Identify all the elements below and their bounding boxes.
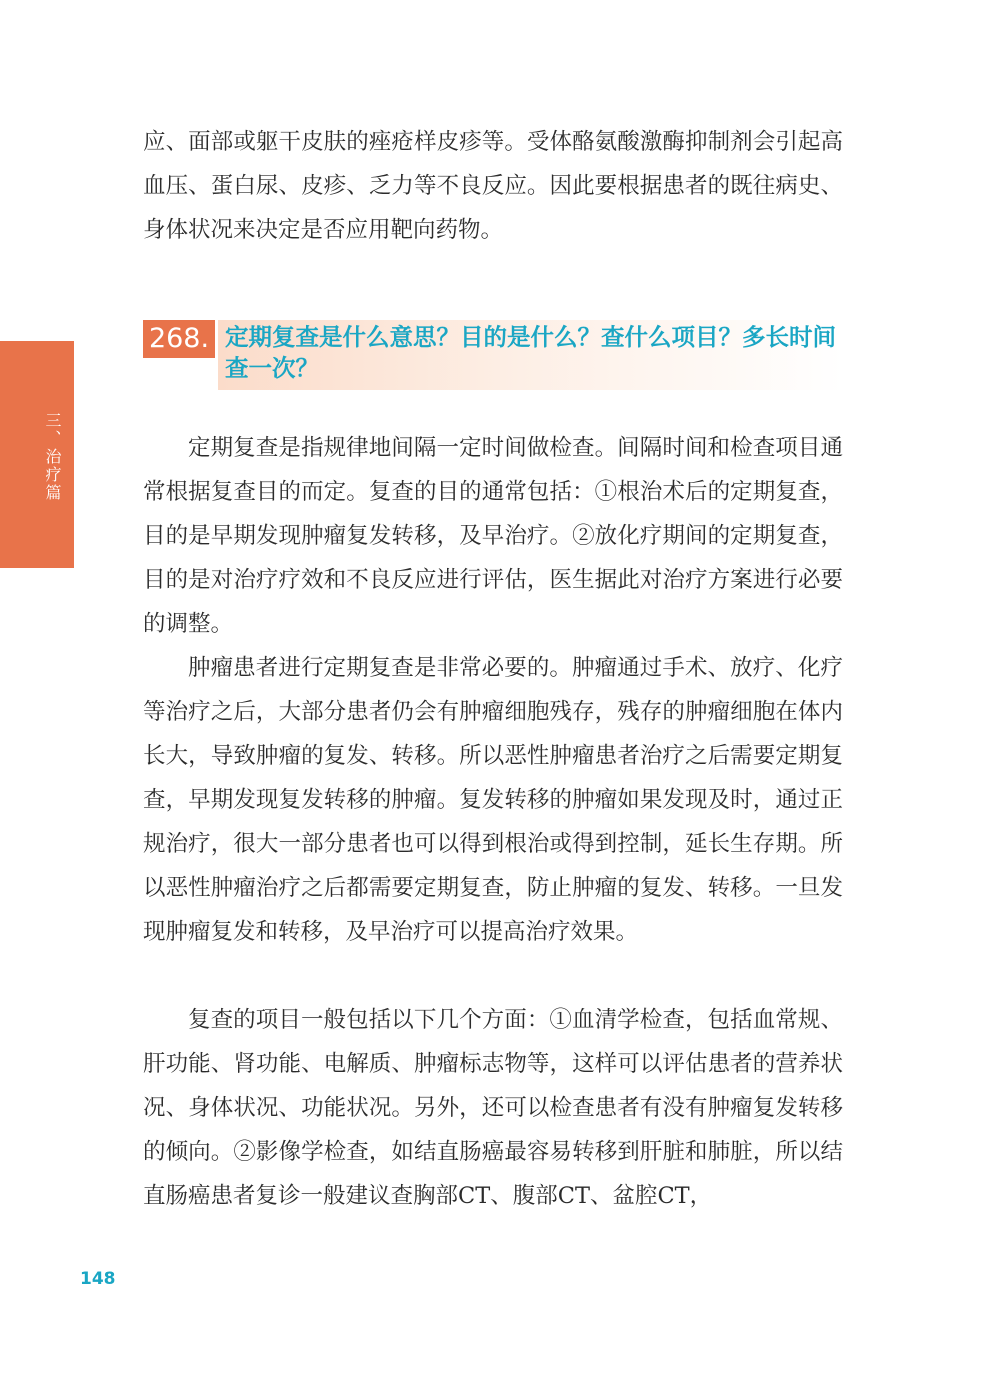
page-number: 148 bbox=[80, 1269, 116, 1289]
question-header bbox=[143, 320, 843, 392]
intro-paragraph: 应、面部或躯干皮肤的痤疮样皮疹等。受体酪氨酸激酶抑制剂会引起高血压、蛋白尿、皮疹、乏力等不良反应。因此要根据患者的既往病史、身体状况来决定是否应用靶向药物。 bbox=[143, 129, 843, 243]
chapter-side-tab bbox=[0, 341, 74, 568]
chapter-side-tab-label: 三、治疗篇 bbox=[43, 412, 62, 502]
question-title: 定期复查是什么意思？目的是什么？查什么项目？多长时间查一次？ bbox=[225, 323, 836, 382]
question-number: 268. bbox=[143, 320, 215, 358]
body-paragraph-3: 复查的项目一般包括以下几个方面：①血清学检查，包括血常规、肝功能、肾功能、电解质、肿瘤标志物等，这样可以评估患者的营养状况、身体状况、功能状况。另外，还可以检查患者有没有肿瘤复发转移的倾向。②影像学检查，如结直肠癌最容易转移到肝脏和肺脏，所以结直肠癌患者复诊一般建议查胸部CT、腹部CT、盆腔CT， bbox=[143, 1007, 843, 1209]
body-paragraph-1: 定期复查是指规律地间隔一定时间做检查。间隔时间和检查项目通常根据复查目的而定。复查的目的通常包括：①根治术后的定期复查，目的是早期发现肿瘤复发转移，及早治疗。②放化疗期间的定期复查，目的是对治疗疗效和不良反应进行评估，医生据此对治疗方案进行必要的调整。 bbox=[143, 435, 843, 637]
body-paragraph-2: 肿瘤患者进行定期复查是非常必要的。肿瘤通过手术、放疗、化疗等治疗之后，大部分患者仍会有肿瘤细胞残存，残存的肿瘤细胞在体内长大，导致肿瘤的复发、转移。所以恶性肿瘤患者治疗之后需要定期复查，早期发现复发转移的肿瘤。复发转移的肿瘤如果发现及时，通过正规治疗，很大一部分患者也可以得到根治或得到控制，延长生存期。所以恶性肿瘤治疗之后都需要定期复查，防止肿瘤的复发、转移。一旦发现肿瘤复发和转移，及早治疗可以提高治疗效果。 bbox=[143, 655, 843, 945]
